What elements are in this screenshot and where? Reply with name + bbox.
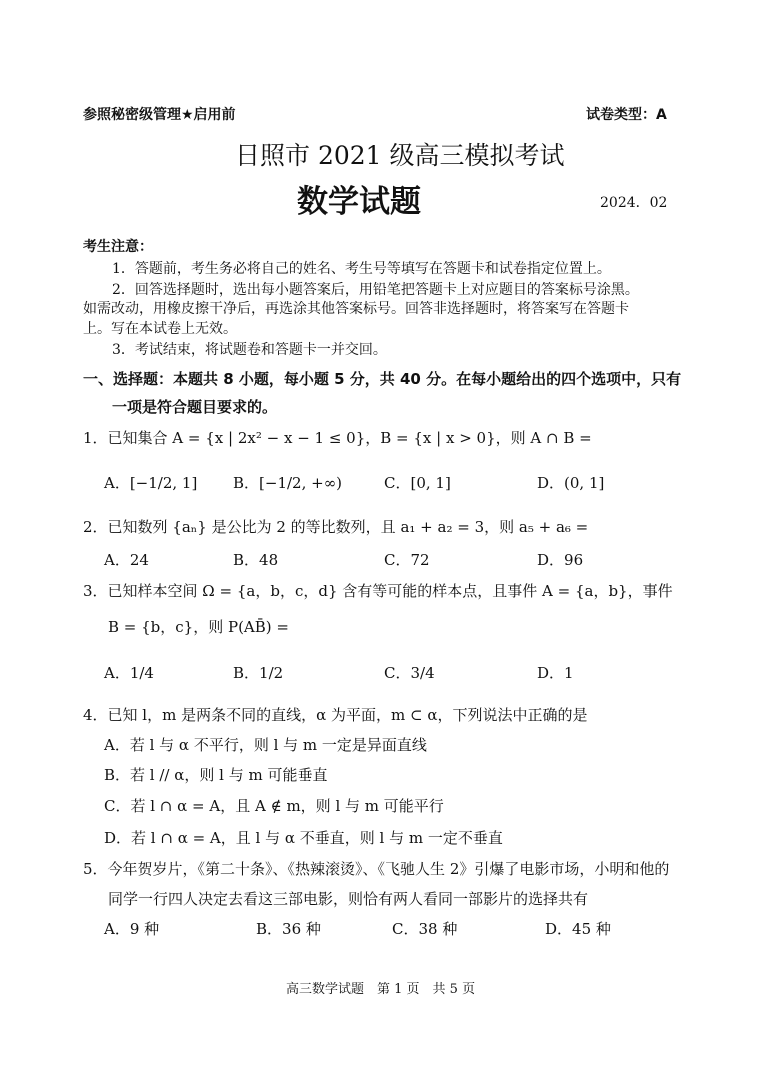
question-3-option-a: A．1/4 (104, 664, 154, 682)
question-5-option-b: B．36 种 (256, 920, 321, 938)
question-3-option-d: D．1 (537, 664, 574, 682)
question-4-option-c: C．若 l ∩ α = A，且 A ∉ m，则 l 与 m 可能平行 (104, 797, 444, 815)
question-3-stem-line-1: 3．已知样本空间 Ω = {a，b，c，d} 含有等可能的样本点，且事件 A = {a，b}，事件 (83, 582, 673, 600)
question-4-option-d: D．若 l ∩ α = A，且 l 与 α 不垂直，则 l 与 m 一定不垂直 (104, 829, 503, 847)
question-5-stem-line-2: 同学一行四人决定去看这三部电影，则恰有两人看同一部影片的选择共有 (108, 890, 589, 908)
notice-line-1: 1．答题前，考生务必将自己的姓名、考生号等填写在答题卡和试卷指定位置上。 (112, 261, 611, 277)
question-4-stem: 4．已知 l，m 是两条不同的直线，α 为平面，m ⊂ α，下列说法中正确的是 (83, 706, 588, 724)
question-1-option-b: B．[−1/2, +∞) (233, 474, 343, 492)
question-3-option-b: B．1/2 (233, 664, 284, 682)
notice-line-3: 如需改动，用橡皮擦干净后，再选涂其他答案标号。回答非选择题时，将答案写在答题卡 (83, 301, 629, 317)
question-4-option-a: A．若 l 与 α 不平行，则 l 与 m 一定是异面直线 (104, 736, 427, 754)
question-2-stem: 2．已知数列 {aₙ} 是公比为 2 的等比数列，且 a₁ + a₂ = 3，则 a₅ + a₆ = (83, 518, 589, 536)
section-heading-line-2: 一项是符合题目要求的。 (112, 398, 278, 416)
question-5-option-c: C．38 种 (392, 920, 458, 938)
question-2-option-b: B．48 (233, 551, 279, 569)
question-1-stem: 1．已知集合 A = {x | 2x² − x − 1 ≤ 0}，B = {x | x > 0}，则 A ∩ B = (83, 429, 592, 447)
notice-heading: 考生注意： (83, 239, 153, 255)
question-3-option-c: C．3/4 (384, 664, 435, 682)
paper-type-label: 试卷类型：A (586, 107, 667, 123)
exam-title: 日照市 2021 级高三模拟考试 (235, 141, 565, 170)
question-5-option-a: A．9 种 (104, 920, 160, 938)
notice-line-4: 上。写在本试卷上无效。 (83, 321, 237, 337)
notice-line-2: 2．回答选择题时，选出每小题答案后，用铅笔把答题卡上对应题目的答案标号涂黑。 (112, 282, 639, 298)
question-1-option-c: C．[0, 1] (384, 474, 451, 492)
page-footer: 高三数学试题 第 1 页 共 5 页 (286, 982, 476, 997)
notice-line-5: 3．考试结束，将试题卷和答题卡一并交回。 (112, 342, 387, 358)
question-4-option-b: B．若 l // α，则 l 与 m 可能垂直 (104, 766, 328, 784)
question-3-stem-line-2: B = {b，c}，则 P(AB̄) = (108, 618, 289, 636)
question-5-option-d: D．45 种 (545, 920, 611, 938)
question-2-option-d: D．96 (537, 551, 584, 569)
question-1-option-a: A．[−1/2, 1] (104, 474, 198, 492)
question-1-option-d: D．(0, 1] (537, 474, 605, 492)
question-5-stem-line-1: 5．今年贺岁片，《第二十条》、《热辣滚烫》、《飞驰人生 2》引爆了电影市场，小明和他的 (83, 860, 670, 878)
question-2-option-a: A．24 (104, 551, 149, 569)
subject-title: 数学试题 (297, 184, 421, 220)
section-heading-line-1: 一、选择题：本题共 8 小题，每小题 5 分，共 40 分。在每小题给出的四个选项中，只有 (83, 370, 682, 388)
question-2-option-c: C．72 (384, 551, 430, 569)
exam-date: 2024．02 (600, 195, 668, 211)
confidential-label: 参照秘密级管理★启用前 (83, 107, 236, 123)
